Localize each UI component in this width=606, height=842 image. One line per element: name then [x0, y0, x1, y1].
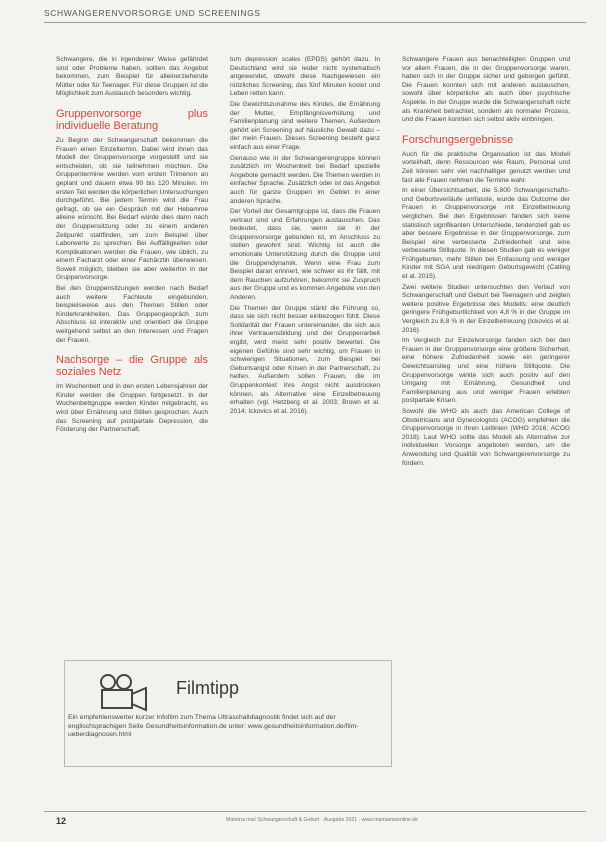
col2-paragraph-2: Die Gewichtszunahme des Kindes, die Ernährung der Mutter, Empfängnisverhütung und Familienplanung sind weitere Themen. Außerdem gehört ein Screening auf häusliche Gewalt dazu – der mein Frauen. Dieses Screening besteht ganz einfach aus einer Frage. [230, 100, 380, 151]
group-paragraph: Zu Beginn der Schwangerschaft bekommen die Frauen einen Einzeltermin. Dabei wird ihnen das Modell der Gruppenvorsorge vorgestellt und sie entscheiden, ob sie teilnehmen möchten. Die Gruppentermine werden vom ersten Trimenon an geplant und dauern etwa 90 bis 120 Minuten. Im ersten Teil werden die körperlichen Untersuchungen durchgeführt. Bei jedem Termin wird die Frau gefragt, ob sie ein Gespräch mit der Hebamme alleine wünscht. Bei Bedarf würde dies dann nach der Gruppensitzung oder zu einem anderen Zeitpunkt stattfinden, um zum Beispiel über Laborwerte zu sprechen. Bei Auffälligkeiten oder Komplikationen werden die Frauen, wie üblich, zu einem Facharzt oder einer Fachärztin überwiesen. Soweit möglich, bleiben sie aber weiterhin in der Gruppenvorsorge. [56, 136, 208, 282]
heading-nachsorge: Nachsorge – die Gruppe als soziales Netz [56, 354, 208, 379]
film-camera-icon [94, 670, 152, 714]
results-paragraph-5: Sowohl die WHO als auch das American College of Obstetricians and Gynecologists (ACOG) empfehlen die Gruppenvorsorge in ihren Leitlinien (WHO 2016; ACOG 2018). Laut WHO sollte das Modell als Alternative zur individuellen Vorsorge angeboten werden, um die Anwendung und Qualität von Schwangerenvorsorge zu fördern. [402, 407, 570, 467]
filmtipp-title: Filmtipp [176, 678, 240, 698]
col2-paragraph-4: Der Vorteil der Gesamtgruppe ist, dass die Frauen vertraut sind und Erfahrungen austauschen. Das bedeutet, dass sie, wenn sie in der Gruppenvorsorge gebunden ist, im Anschluss zu stellen gewohnt sind. Wichtig ist auch die emotionale Unterstützung durch die Gruppe und die Gruppendynamik. Wenn eine Frau zum Beispiel daran erinnert, wie schwer es ihr fällt, mit dem Rauchen aufzuhören, bekommt sie Zuspruch aus der Gruppe und es kommen Angebote von den Anderen. [230, 208, 380, 302]
footer-text: Mamma mia! Schwangerschaft & Geburt · Ausgabe 2021 · www.mamamiaonline.de [226, 817, 419, 823]
header-rule [44, 22, 586, 23]
column-2 [230, 56, 380, 418]
page-number: 12 [56, 816, 67, 826]
group-paragraph-2: Bei den Gruppensitzungen werden nach Bedarf auch weitere Fachleute eingebunden, beispielsweise aus den Themen Stillen oder Kinderkrankheiten. Das Gruppengespräch zum Abschluss ist interaktiv und orientiert die Gruppe weitgehend selbst an den Interessen und Fragen der Frauen. [56, 285, 208, 344]
results-paragraph-4: Im Vergleich zur Einzelvorsorge fanden sich bei den Frauen in der Gruppenvorsorge eine größere Sicherheit, eine höhere Zufriedenheit sowie ein geringerer Gewichtsanstieg und eine höhere Stillquote. Die Gruppenvorsorge wirkte sich auch positiv auf den Umgang mit Ernährung, Gesundheit und Familienplanung aus und weniger Frauen erlebten postpartale Krisen. [402, 337, 570, 405]
intro-paragraph: Schwangere, die in irgendeiner Weise gefährdet sind oder Probleme haben, sollten das Angebot bekommen, zum Beispiel für alleinerziehende Mütter oder für Teenager. Für diese Gruppen ist die Möglichkeit zum Austausch besonders wichtig. [56, 56, 208, 98]
heading-forschungsergebnisse: Forschungsergebnisse [402, 133, 514, 146]
column-1 [56, 56, 208, 437]
results-paragraph-3: Zwei weitere Studien untersuchten den Verlauf von Schwangerschaft und Geburt bei Teenagern und zeigten weitere positive Ergebnisse des Modells: eine deutlich geringere Frühgeburtlichkeit von 4,8 % in der Gruppe im Vergleich zu 8,8 % in der Einzelbetreuung (Ickovics et al. 2016). [402, 283, 570, 334]
heading-gruppenvorsorge: Gruppenvorsorge plus individuelle Beratung [56, 107, 208, 132]
results-paragraph-1: Auch für die praktische Organisation ist das Modell vorteilhaft, denn Ressourcen wie Raum, Personal und Zeit können sehr viel nachhaltiger genutzt werden und fast alle Frauen nehmen die Termine wahr. [402, 150, 570, 184]
col2-paragraph-5: Die Themen der Gruppe stärkt die Führung so, dass sie sich nicht besser einbezogen fühlt. Diese Solidarität der Frauen untereinander, die sich aus ihrer Vertrauensbildung und der Gruppenarbeit ergibt, wird meist sehr positiv bewertet. Die eigenen Gefühle sind sehr wichtig, um Frauen in schwierigen Situationen, zum Beispiel bei Geburtsangst oder Krisen in der Partnerschaft, zu helfen. Außerdem sollen Frauen, die im Gruppenkontext ihre Angst nicht ausdrücken können, als Alternative eine Einzelbetreuung erhalten (vgl. Hetzberg et al. 2003; Brown et al. 2014; Ickovics et al. 2016). [230, 304, 380, 415]
aftercare-paragraph: Im Wochenbett und in den ersten Lebensjahren der Kinder werden die Gruppen fortgesetzt. In der Wochenbettgruppe werden Kinder mitgebracht, es wird über Ernährung und Stillen gesprochen. Auch das Screening auf postpartale Depression, die Förderung der Partnerschaft. [56, 383, 208, 434]
col2-paragraph-1: tum depression scales (EPDS) gehört dazu. In Deutschland wird sie leider nicht systematisch angewendet, obwohl diese Nachgewiesen ein nützliches Screening, das fünf Minuten kostet und Leben retten kann. [230, 56, 380, 98]
col2-paragraph-3: Genauso wie in der Schwangerengruppe können zusätzlich im Wochenbett bei Bedarf spezielle Angebote gemacht werden. Die Themen werden in einfacher Sprache. Zusätzlich oder ist das Angebot auch für ganze Gruppen im Gebiet in einer anderen Sprache. [230, 154, 380, 205]
filmtipp-text: Ein empfehlenswerter kurzer Infofilm zum Thema Ultraschalldiagnostik findet sich auf der englischsprachigen Seite Gesundheitsinformation.de unter: www.gesundheitsinformation.de/film-ueberdiagnosen.html [68, 714, 359, 739]
section-header: SCHWANGERENVORSORGE UND SCREENINGS [44, 8, 261, 18]
results-paragraph-2: In einer Übersichtsarbeit, die 5.800 Schwangerschafts- und Geburtsverläufe umfasste, wurde das Outcome der Frauen in Gruppenvorsorge mit Einzelbetreuung verglichen. Bei den Ergebnissen fanden sich keine statistisch signifikanten Unterschiede, tendenziell gab es aber bessere Ergebnisse in der Gruppenvorsorge, zum Beispiel eine verbesserte Zufriedenheit und eine verbesserte Stillquote. In diesen Studien gab es weniger Frühgeburten, mehr Stillen bei Entlassung und weniger Kinder mit SGA und niedrigem Geburtsgewicht (Catling et al. 2015). [402, 187, 570, 281]
column-3 [402, 56, 570, 470]
col3-paragraph-1: Schwangere Frauen aus benachteiligten Gruppen und vor allem Frauen, die in der Gruppenvorsorge waren, haben sich in der Gruppe sicher und geborgen gefühlt. Die Frauen konnten sich mit anderen austauschen, sowohl über körperliche als auch über psychische Aspekte. In der Gruppe wurde die Schwangerschaft nicht als Krankheit betrachtet, sondern als normaler Prozess, und die Frauen konnten sich selbst aktiv einbringen. [402, 56, 570, 124]
footer-rule [44, 811, 586, 812]
